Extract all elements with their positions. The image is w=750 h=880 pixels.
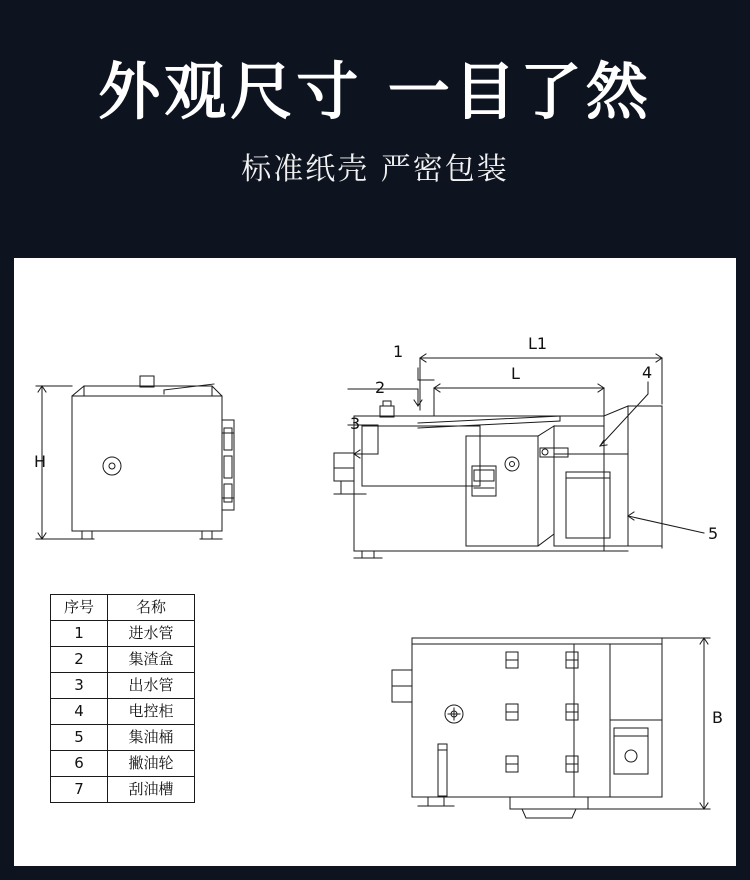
legend-cell-name: 集渣盒	[108, 647, 195, 673]
header	[0, 0, 750, 255]
drawing-panel	[14, 258, 736, 866]
legend-cell-no: 1	[51, 621, 108, 647]
legend-header-name: 名称	[108, 595, 195, 621]
table-row	[51, 725, 195, 751]
legend-cell-name: 出水管	[108, 673, 195, 699]
table-row	[51, 751, 195, 777]
dimension-label-width: B	[712, 708, 723, 727]
table-row	[51, 647, 195, 673]
legend-table	[50, 594, 195, 803]
legend-header-row	[51, 595, 195, 621]
callout-2-label: 2	[375, 378, 386, 397]
page-subtitle: 标准纸壳 严密包装	[241, 152, 509, 187]
legend-body	[51, 595, 195, 803]
legend-cell-no: 5	[51, 725, 108, 751]
legend-cell-name: 刮油槽	[108, 777, 195, 803]
legend-cell-no: 2	[51, 647, 108, 673]
callout-1-label: 1	[393, 342, 404, 361]
callout-3-label: 3	[350, 414, 361, 433]
table-row	[51, 777, 195, 803]
table-row	[51, 621, 195, 647]
table-row	[51, 699, 195, 725]
dimension-label-length-inner: L	[511, 364, 520, 383]
legend-cell-name: 撇油轮	[108, 751, 195, 777]
legend-cell-name: 集油桶	[108, 725, 195, 751]
legend-cell-name: 进水管	[108, 621, 195, 647]
page-title: 外观尺寸 一目了然	[98, 55, 652, 128]
dimension-label-height: H	[34, 452, 47, 471]
table-row	[51, 673, 195, 699]
legend-header-no: 序号	[51, 595, 108, 621]
legend-cell-no: 3	[51, 673, 108, 699]
legend-cell-no: 6	[51, 751, 108, 777]
legend-cell-no: 7	[51, 777, 108, 803]
callout-5-label: 5	[708, 524, 719, 543]
legend-cell-no: 4	[51, 699, 108, 725]
callout-4-label: 4	[642, 363, 653, 382]
legend-cell-name: 电控柜	[108, 699, 195, 725]
dimension-label-length-total: L1	[528, 334, 548, 353]
